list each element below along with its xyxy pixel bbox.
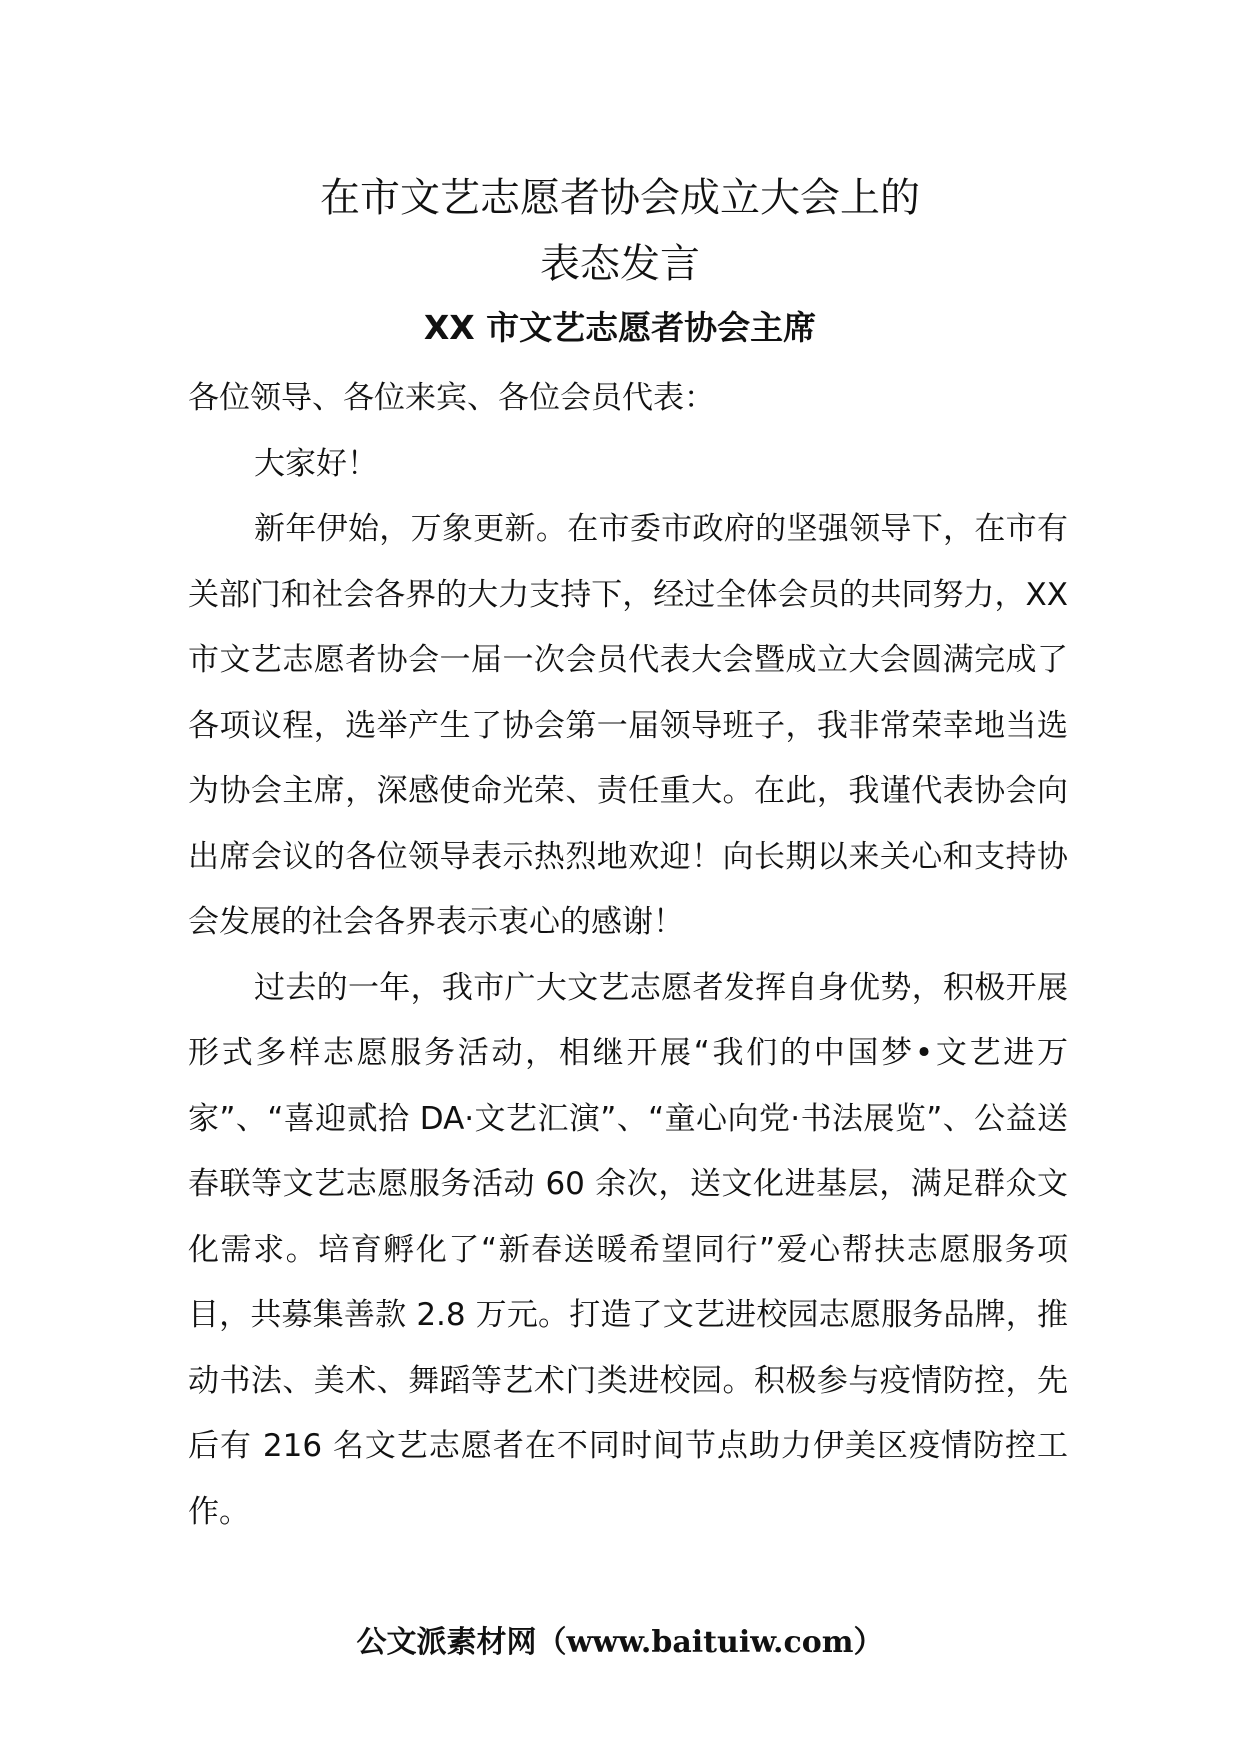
document-author: XX 市文艺志愿者协会主席: [423, 308, 817, 347]
salutation: 各位领导、各位来宾、各位会员代表：: [188, 380, 715, 416]
paragraph-greeting: 大家好！: [254, 445, 378, 482]
document-title-line1: 在市文艺志愿者协会成立大会上的: [320, 175, 920, 221]
paragraph-review: 过去的一年，我市广大文艺志愿者发挥自身优势，积极开展形式多样志愿服务活动，相继开展“我们的中国梦•文艺进万家”、“喜迎贰拾 DA·文艺汇演”、“童心向党·书法展览”、公益送春联等文艺志愿服务活动 60 余次，送文化进基层，满足群众文化需求。培育孵化了“新春送暖希望同行”爱心帮扶志愿服务项目，共募集善款 2.8 万元。打造了文艺进校园志愿服务品牌，推动书法、美术、舞蹈等艺术门类进校园。积极参与疫情防控，先后有 216 名文艺志愿者在不同时间节点助力伊美区疫情防控工作。: [188, 969, 1068, 1530]
document-body: [188, 366, 1068, 1545]
footer-watermark: 公文派素材网（www.baituiw.com）: [356, 1625, 884, 1660]
document-title-line2: 表态发言: [540, 241, 700, 287]
paragraph-opening: 新年伊始，万象更新。在市委市政府的坚强领导下，在市有关部门和社会各界的大力支持下，经过全体会员的共同努力，XX 市文艺志愿者协会一届一次会员代表大会暨成立大会圆满完成了各项议程，选举产生了协会第一届领导班子，我非常荣幸地当选为协会主席，深感使命光荣、责任重大。在此，我谨代表协会向出席会议的各位领导表示热烈地欢迎！向长期以来关心和支持协会发展的社会各界表示衷心的感谢！: [188, 511, 1068, 940]
